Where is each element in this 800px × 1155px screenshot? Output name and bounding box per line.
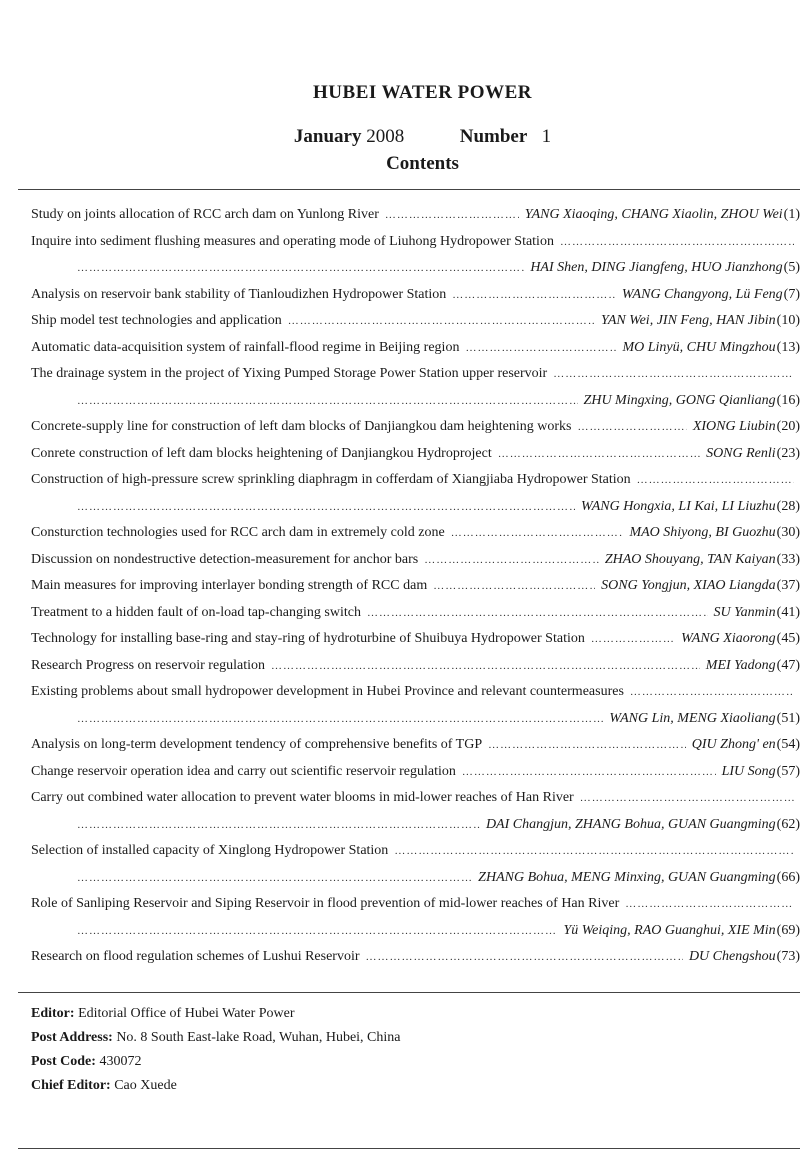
article-authors: SONG Renli <box>706 445 776 461</box>
article-page: (73) <box>776 949 800 964</box>
dot-leader <box>271 653 700 680</box>
article-page: (7) <box>783 286 800 302</box>
article-title: Existing problems about small hydropower development in Hubei Province and relevant countermeasures <box>31 684 624 699</box>
article-page: (66) <box>776 869 800 885</box>
toc-entry[interactable] <box>31 891 800 918</box>
article-authors: WANG Xiaorong <box>681 631 776 646</box>
article-authors: DAI Changjun, ZHANG Bohua, GUAN Guangming <box>485 816 776 832</box>
post-code-row <box>31 1050 401 1074</box>
dot-leader <box>498 441 700 468</box>
article-page: (62) <box>776 816 800 832</box>
dot-leader <box>366 944 683 971</box>
table-of-contents <box>31 202 800 971</box>
article-title: Automatic data-acquisition system of rainfall-flood regime in Beijing region <box>31 339 460 355</box>
toc-entry[interactable] <box>31 202 800 229</box>
article-title: Carry out combined water allocation to prevent water blooms in mid-lower reaches of Han River <box>31 790 574 805</box>
article-page: (16) <box>776 392 800 408</box>
toc-entry[interactable] <box>31 414 800 441</box>
toc-entry[interactable] <box>31 467 800 494</box>
article-page: (5) <box>783 260 800 275</box>
article-authors: LIU Song <box>721 763 776 779</box>
article-page: (1) <box>783 207 800 222</box>
contents-heading: Contents <box>386 153 459 174</box>
publication-info <box>31 1002 401 1098</box>
article-title: Construction of high-pressure screw sprinkling diaphragm in cofferdam of Xiangjiaba Hydropower Station <box>31 472 631 487</box>
footer-divider <box>18 992 800 993</box>
article-authors: SONG Yongjun, XIAO Liangda <box>601 578 776 593</box>
toc-entry[interactable] <box>31 679 800 706</box>
article-page: (57) <box>776 763 800 779</box>
dot-leader <box>77 706 603 733</box>
article-authors: QIU Zhong' en <box>691 737 776 752</box>
toc-entry-continuation <box>31 918 800 945</box>
dot-leader <box>637 467 794 494</box>
toc-entry-continuation <box>31 706 800 733</box>
article-authors: ZHAO Shouyang, TAN Kaiyan <box>604 551 776 567</box>
article-authors: ZHANG Bohua, MENG Minxing, GUAN Guangming <box>478 869 776 885</box>
article-title: Research on flood regulation schemes of Lushui Reservoir <box>31 949 360 964</box>
chief-editor-label: Chief Editor: <box>31 1078 111 1093</box>
article-title: Analysis on reservoir bank stability of Tianloudizhen Hydropower Station <box>31 286 447 302</box>
dot-leader <box>580 785 794 812</box>
toc-entry[interactable] <box>31 600 800 627</box>
article-authors: WANG Lin, MENG Xiaoliang <box>609 710 776 726</box>
article-page: (10) <box>776 313 800 328</box>
toc-entry[interactable] <box>31 361 800 388</box>
dot-leader <box>625 891 794 918</box>
dot-leader <box>591 626 675 653</box>
address-label: Post Address: <box>31 1030 113 1045</box>
article-page: (20) <box>776 419 800 434</box>
article-authors: MEI Yadong <box>705 657 776 673</box>
article-authors: SU Yanmin <box>713 604 776 620</box>
article-title: Analysis on long-term development tendency of comprehensive benefits of TGP <box>31 737 483 752</box>
article-title: Change reservoir operation idea and carry out scientific reservoir regulation <box>31 763 456 779</box>
article-title: Main measures for improving interlayer bonding strength of RCC dam <box>31 578 428 593</box>
post-code-value: 430072 <box>99 1054 142 1069</box>
toc-entry[interactable] <box>31 229 800 256</box>
toc-entry-continuation <box>31 865 800 892</box>
dot-leader <box>385 202 519 229</box>
toc-entry[interactable] <box>31 785 800 812</box>
article-title: Selection of installed capacity of Xinglong Hydropower Station <box>31 843 389 858</box>
dot-leader <box>77 494 575 521</box>
article-page: (41) <box>776 604 800 620</box>
article-title: Inquire into sediment flushing measures and operating mode of Liuhong Hydropower Station <box>31 233 554 249</box>
article-authors: YAN Wei, JIN Feng, HAN Jibin <box>601 313 776 328</box>
article-page: (54) <box>776 737 800 752</box>
dot-leader <box>488 732 686 759</box>
toc-entry[interactable] <box>31 441 800 468</box>
article-authors: Yü Weiqing, RAO Guanghui, XIE Min <box>563 922 776 938</box>
article-title: Technology for installing base-ring and stay-ring of hydroturbine of Shuibuya Hydropower Station <box>31 631 585 646</box>
article-authors: YANG Xiaoqing, CHANG Xiaolin, ZHOU Wei <box>524 207 783 222</box>
dot-leader <box>288 308 595 335</box>
dot-leader <box>77 388 578 415</box>
article-page: (51) <box>776 710 800 726</box>
article-title: Study on joints allocation of RCC arch dam on Yunlong River <box>31 207 379 222</box>
article-title: Discussion on nondestructive detection-measurement for anchor bars <box>31 551 419 567</box>
article-authors: MAO Shiyong, BI Guozhu <box>629 525 776 540</box>
article-page: (33) <box>776 551 800 567</box>
article-title: Role of Sanliping Reservoir and Siping Reservoir in flood prevention of mid-lower reaches of Han River <box>31 896 620 911</box>
dot-leader <box>77 812 480 839</box>
article-authors: WANG Changyong, Lü Feng <box>621 286 783 302</box>
article-authors: WANG Hongxia, LI Kai, LI Liuzhu <box>581 498 776 514</box>
dot-leader <box>394 838 794 865</box>
toc-entry[interactable] <box>31 282 800 309</box>
article-authors: HAI Shen, DING Jiangfeng, HUO Jianzhong <box>530 260 783 275</box>
journal-title: HUBEI WATER POWER <box>313 82 532 103</box>
toc-entry[interactable] <box>31 335 800 362</box>
toc-entry-continuation <box>31 388 800 415</box>
issue-number: 1 <box>541 126 552 147</box>
article-title: The drainage system in the project of Yixing Pumped Storage Power Station upper reservoir <box>31 366 548 381</box>
article-page: (30) <box>776 525 800 540</box>
chief-editor-value: Cao Xuede <box>114 1078 177 1093</box>
article-page: (23) <box>776 445 800 461</box>
article-page: (28) <box>776 498 800 514</box>
post-code-label: Post Code: <box>31 1054 96 1069</box>
editor-label: Editor: <box>31 1006 75 1021</box>
dot-leader <box>462 759 716 786</box>
chief-editor-row <box>31 1074 401 1098</box>
toc-entry-continuation <box>31 494 800 521</box>
article-page: (69) <box>776 922 800 938</box>
article-authors: MO Linyü, CHU Mingzhou <box>622 339 776 355</box>
dot-leader <box>433 573 595 600</box>
article-title: Ship model test technologies and application <box>31 313 282 328</box>
issue-year: 2008 <box>366 126 405 147</box>
article-page: (37) <box>776 578 800 593</box>
article-title: Treatment to a hidden fault of on-load tap-changing switch <box>31 604 361 620</box>
dot-leader <box>77 255 524 282</box>
dot-leader <box>630 679 794 706</box>
dot-leader <box>451 520 624 547</box>
toc-entry[interactable] <box>31 547 800 574</box>
top-divider <box>18 189 800 190</box>
toc-entry[interactable] <box>31 520 800 547</box>
article-title: Concrete-supply line for construction of left dam blocks of Danjiangkou dam heightening works <box>31 419 572 434</box>
toc-entry[interactable] <box>31 653 800 680</box>
article-authors: ZHU Mingxing, GONG Qianliang <box>583 392 776 408</box>
dot-leader <box>77 865 472 892</box>
dot-leader <box>424 547 599 574</box>
address-value: No. 8 South East-lake Road, Wuhan, Hubei, China <box>116 1030 401 1045</box>
dot-leader <box>465 335 616 362</box>
dot-leader <box>367 600 708 627</box>
dot-leader <box>553 361 794 388</box>
article-page: (45) <box>776 631 800 646</box>
toc-entry[interactable] <box>31 944 800 971</box>
dot-leader <box>560 229 794 256</box>
issue-month: January <box>293 126 362 147</box>
dot-leader <box>577 414 686 441</box>
article-title: Research Progress on reservoir regulation <box>31 657 266 673</box>
article-authors: DU Chengshou <box>688 949 776 964</box>
article-page: (13) <box>776 339 800 355</box>
bottom-divider <box>18 1148 800 1149</box>
article-authors: XIONG Liubin <box>692 419 776 434</box>
address-row <box>31 1026 401 1050</box>
toc-entry[interactable] <box>31 732 800 759</box>
toc-entry[interactable] <box>31 759 800 786</box>
dot-leader <box>77 918 557 945</box>
toc-entry[interactable] <box>31 573 800 600</box>
dot-leader <box>452 282 616 309</box>
toc-entry[interactable] <box>31 838 800 865</box>
editor-value: Editorial Office of Hubei Water Power <box>78 1006 295 1021</box>
toc-entry-continuation <box>31 812 800 839</box>
issue-line <box>0 126 800 148</box>
editor-row <box>31 1002 401 1026</box>
toc-entry-continuation <box>31 255 800 282</box>
toc-entry[interactable] <box>31 308 800 335</box>
article-page: (47) <box>776 657 800 673</box>
article-title: Conrete construction of left dam blocks heightening of Danjiangkou Hydroproject <box>31 445 492 461</box>
toc-entry[interactable] <box>31 626 800 653</box>
issue-number-label: Number <box>459 126 528 147</box>
article-title: Consturction technologies used for RCC arch dam in extremely cold zone <box>31 525 445 540</box>
